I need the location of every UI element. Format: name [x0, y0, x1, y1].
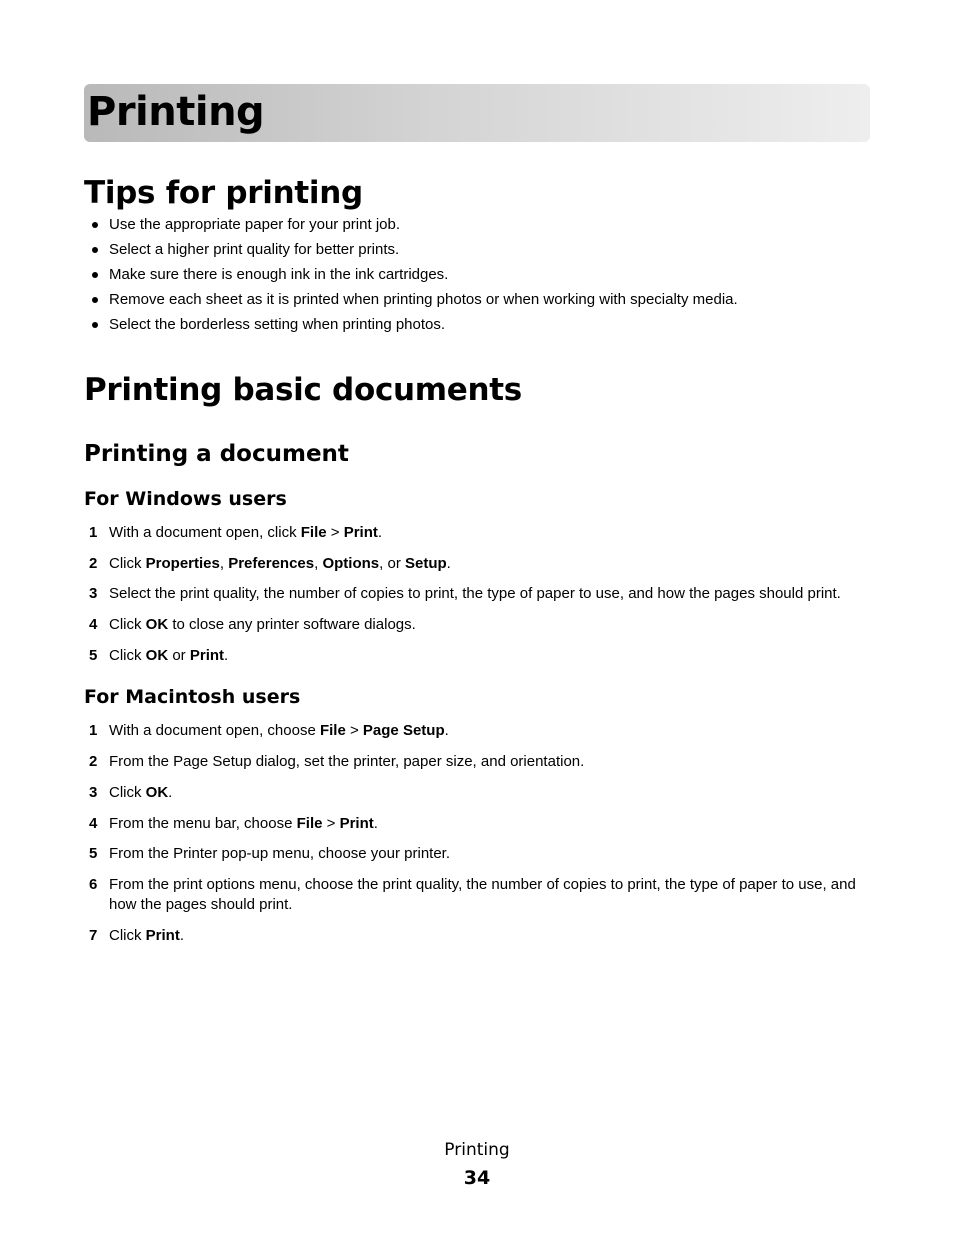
ui-term: File: [300, 524, 327, 541]
step-text: .: [377, 524, 383, 541]
bullet-icon: [92, 272, 98, 278]
step-item: [84, 926, 884, 946]
step-text: .: [373, 815, 378, 832]
list-item: Use the appropriate paper for your print job.: [90, 215, 880, 240]
bullet-icon: [92, 297, 98, 303]
ui-term: Page Setup: [362, 722, 445, 739]
windows-users-heading: For Windows users: [84, 488, 287, 510]
step-item: [84, 523, 884, 543]
step-text: From the Page Setup dialog, set the printer, paper size, and orientation.: [109, 753, 585, 770]
step-number: 5: [89, 647, 98, 664]
step-text: .: [179, 927, 185, 944]
basic-documents-heading: Printing basic documents: [84, 372, 522, 408]
list-item: Remove each sheet as it is printed when printing photos or when working with specialty media.: [90, 290, 880, 315]
step-text: .: [168, 784, 173, 801]
step-item: [84, 615, 884, 635]
ui-term: File: [319, 722, 346, 739]
step-number: 1: [89, 524, 98, 541]
tips-heading: Tips for printing: [84, 175, 363, 211]
mac-users-heading: For Macintosh users: [84, 686, 301, 708]
ui-term: OK: [145, 647, 169, 664]
step-number: 5: [89, 845, 98, 862]
step-item: [84, 875, 884, 915]
step-number: 1: [89, 722, 98, 739]
step-text: >: [326, 524, 344, 541]
bullet-icon: [92, 247, 98, 253]
step-number: 3: [89, 784, 98, 801]
step-text: ,: [314, 555, 323, 572]
step-number: 4: [89, 616, 98, 633]
step-text: From the menu bar, choose: [109, 815, 297, 832]
step-text: Click: [109, 647, 146, 664]
ui-term: Print: [145, 927, 180, 944]
step-item: [84, 721, 884, 741]
windows-steps-list: [84, 523, 884, 666]
step-text: Click: [109, 784, 146, 801]
step-item: [84, 646, 884, 666]
step-text: >: [345, 722, 363, 739]
step-text: ,: [219, 555, 229, 572]
page-number: 34: [463, 1167, 491, 1189]
mac-steps-list: [84, 721, 884, 946]
ui-term: Options: [322, 555, 380, 572]
ui-term: OK: [145, 616, 169, 633]
step-number: 2: [89, 555, 98, 572]
step-text: >: [322, 815, 340, 832]
step-number: 7: [89, 927, 98, 944]
step-item: [84, 584, 884, 604]
chapter-title: Printing: [87, 89, 265, 135]
step-text: or: [168, 647, 190, 664]
footer-chapter-label: Printing: [444, 1140, 510, 1160]
step-text: From the print options menu, choose the print quality, the number of copies to print, the type of paper to use, and how the pages should print.: [109, 876, 856, 913]
ui-term: OK: [145, 784, 169, 801]
bullet-icon: [92, 222, 98, 228]
step-number: 3: [89, 585, 98, 602]
step-item: [84, 752, 884, 772]
step-text: to close any printer software dialogs.: [168, 616, 416, 633]
step-text: Click: [109, 616, 146, 633]
step-number: 4: [89, 815, 98, 832]
step-text: .: [224, 647, 229, 664]
list-item: Select the borderless setting when printing photos.: [90, 315, 880, 340]
step-text: Select the print quality, the number of copies to print, the type of paper to use, and how the pages should print.: [109, 585, 841, 602]
step-text: Click: [109, 555, 146, 572]
ui-term: Print: [189, 647, 225, 664]
step-item: [84, 814, 884, 834]
step-number: 6: [89, 876, 98, 893]
bullet-icon: [92, 322, 98, 328]
step-item: [84, 554, 884, 574]
tips-list: [90, 215, 880, 340]
step-text: From the Printer pop-up menu, choose your printer.: [109, 845, 451, 862]
step-text: , or: [379, 555, 405, 572]
step-text: Click: [109, 927, 146, 944]
printing-document-heading: Printing a document: [84, 441, 349, 467]
step-item: [84, 844, 884, 864]
ui-term: Properties: [145, 555, 220, 572]
ui-term: File: [296, 815, 323, 832]
step-text: .: [446, 555, 451, 572]
step-text: .: [444, 722, 449, 739]
step-item: [84, 783, 884, 803]
ui-term: Print: [339, 815, 374, 832]
ui-term: Preferences: [228, 555, 315, 572]
step-number: 2: [89, 753, 98, 770]
list-item: Make sure there is enough ink in the ink cartridges.: [90, 265, 880, 290]
step-text: With a document open, choose: [109, 722, 320, 739]
ui-term: Setup: [404, 555, 447, 572]
step-text: With a document open, click: [109, 524, 301, 541]
ui-term: Print: [343, 524, 378, 541]
list-item: Select a higher print quality for better prints.: [90, 240, 880, 265]
